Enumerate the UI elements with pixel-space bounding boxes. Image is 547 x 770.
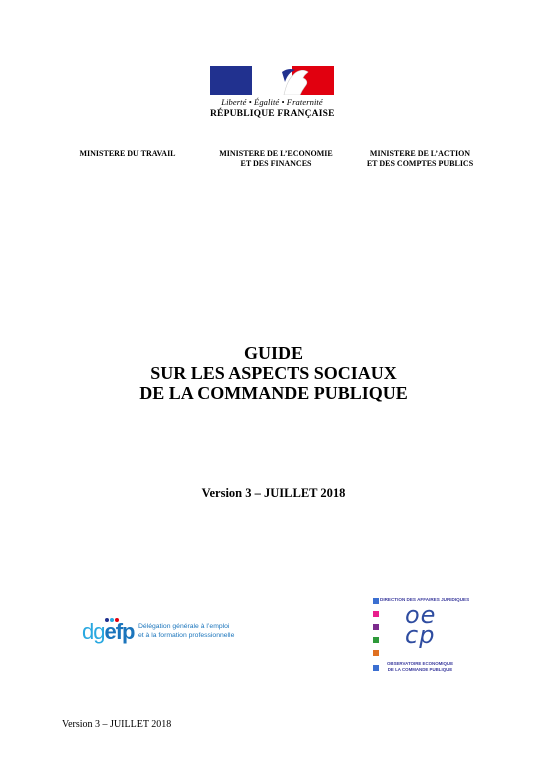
- oecp-logo: [370, 597, 500, 679]
- title-line-2: SUR LES ASPECTS SOCIAUX: [150, 363, 397, 383]
- dgefp-caption: Délégation générale à l’emploi et à la formation professionnelle: [138, 623, 235, 639]
- tricolor-flag: [210, 66, 334, 95]
- title-line-1: GUIDE: [243, 343, 303, 363]
- oecp-bottom-text: OBSERVATOIRE ECONOMIQUE DE LA COMMANDE PUBLIQUE: [386, 661, 454, 672]
- marianne-icon: [282, 66, 312, 95]
- dgefp-logo: [82, 617, 257, 647]
- devise-text: Liberté • Égalité • Fraternité: [221, 97, 323, 107]
- oecp-letters: oe cp: [405, 601, 437, 649]
- ministry-economie: MINISTERE DE L’ECONOMIE ET DES FINANCES: [219, 149, 333, 168]
- oecp-top-text: DIRECTION DES AFFAIRES JURIDIQUES: [380, 597, 470, 602]
- color-square: [373, 611, 379, 617]
- version-label: Version 3 – JUILLET 2018: [201, 486, 346, 500]
- color-square: [373, 624, 379, 630]
- dgefp-mark: dgefp: [82, 619, 135, 644]
- page-footer: Version 3 – JUILLET 2018: [62, 719, 172, 730]
- title-line-3: DE LA COMMANDE PUBLIQUE: [139, 383, 408, 403]
- republique-francaise-logo: [210, 66, 334, 124]
- document-title: [0, 343, 547, 403]
- color-square: [373, 650, 379, 656]
- color-square: [373, 665, 379, 671]
- ministry-action-publique: MINISTERE DE L’ACTION ET DES COMPTES PUBLICS: [366, 149, 474, 168]
- republique-text: RÉPUBLIQUE FRANÇAISE: [210, 109, 335, 119]
- ministry-travail: MINISTERE DU TRAVAIL: [79, 149, 176, 158]
- color-square: [373, 637, 379, 643]
- color-square: [373, 598, 379, 604]
